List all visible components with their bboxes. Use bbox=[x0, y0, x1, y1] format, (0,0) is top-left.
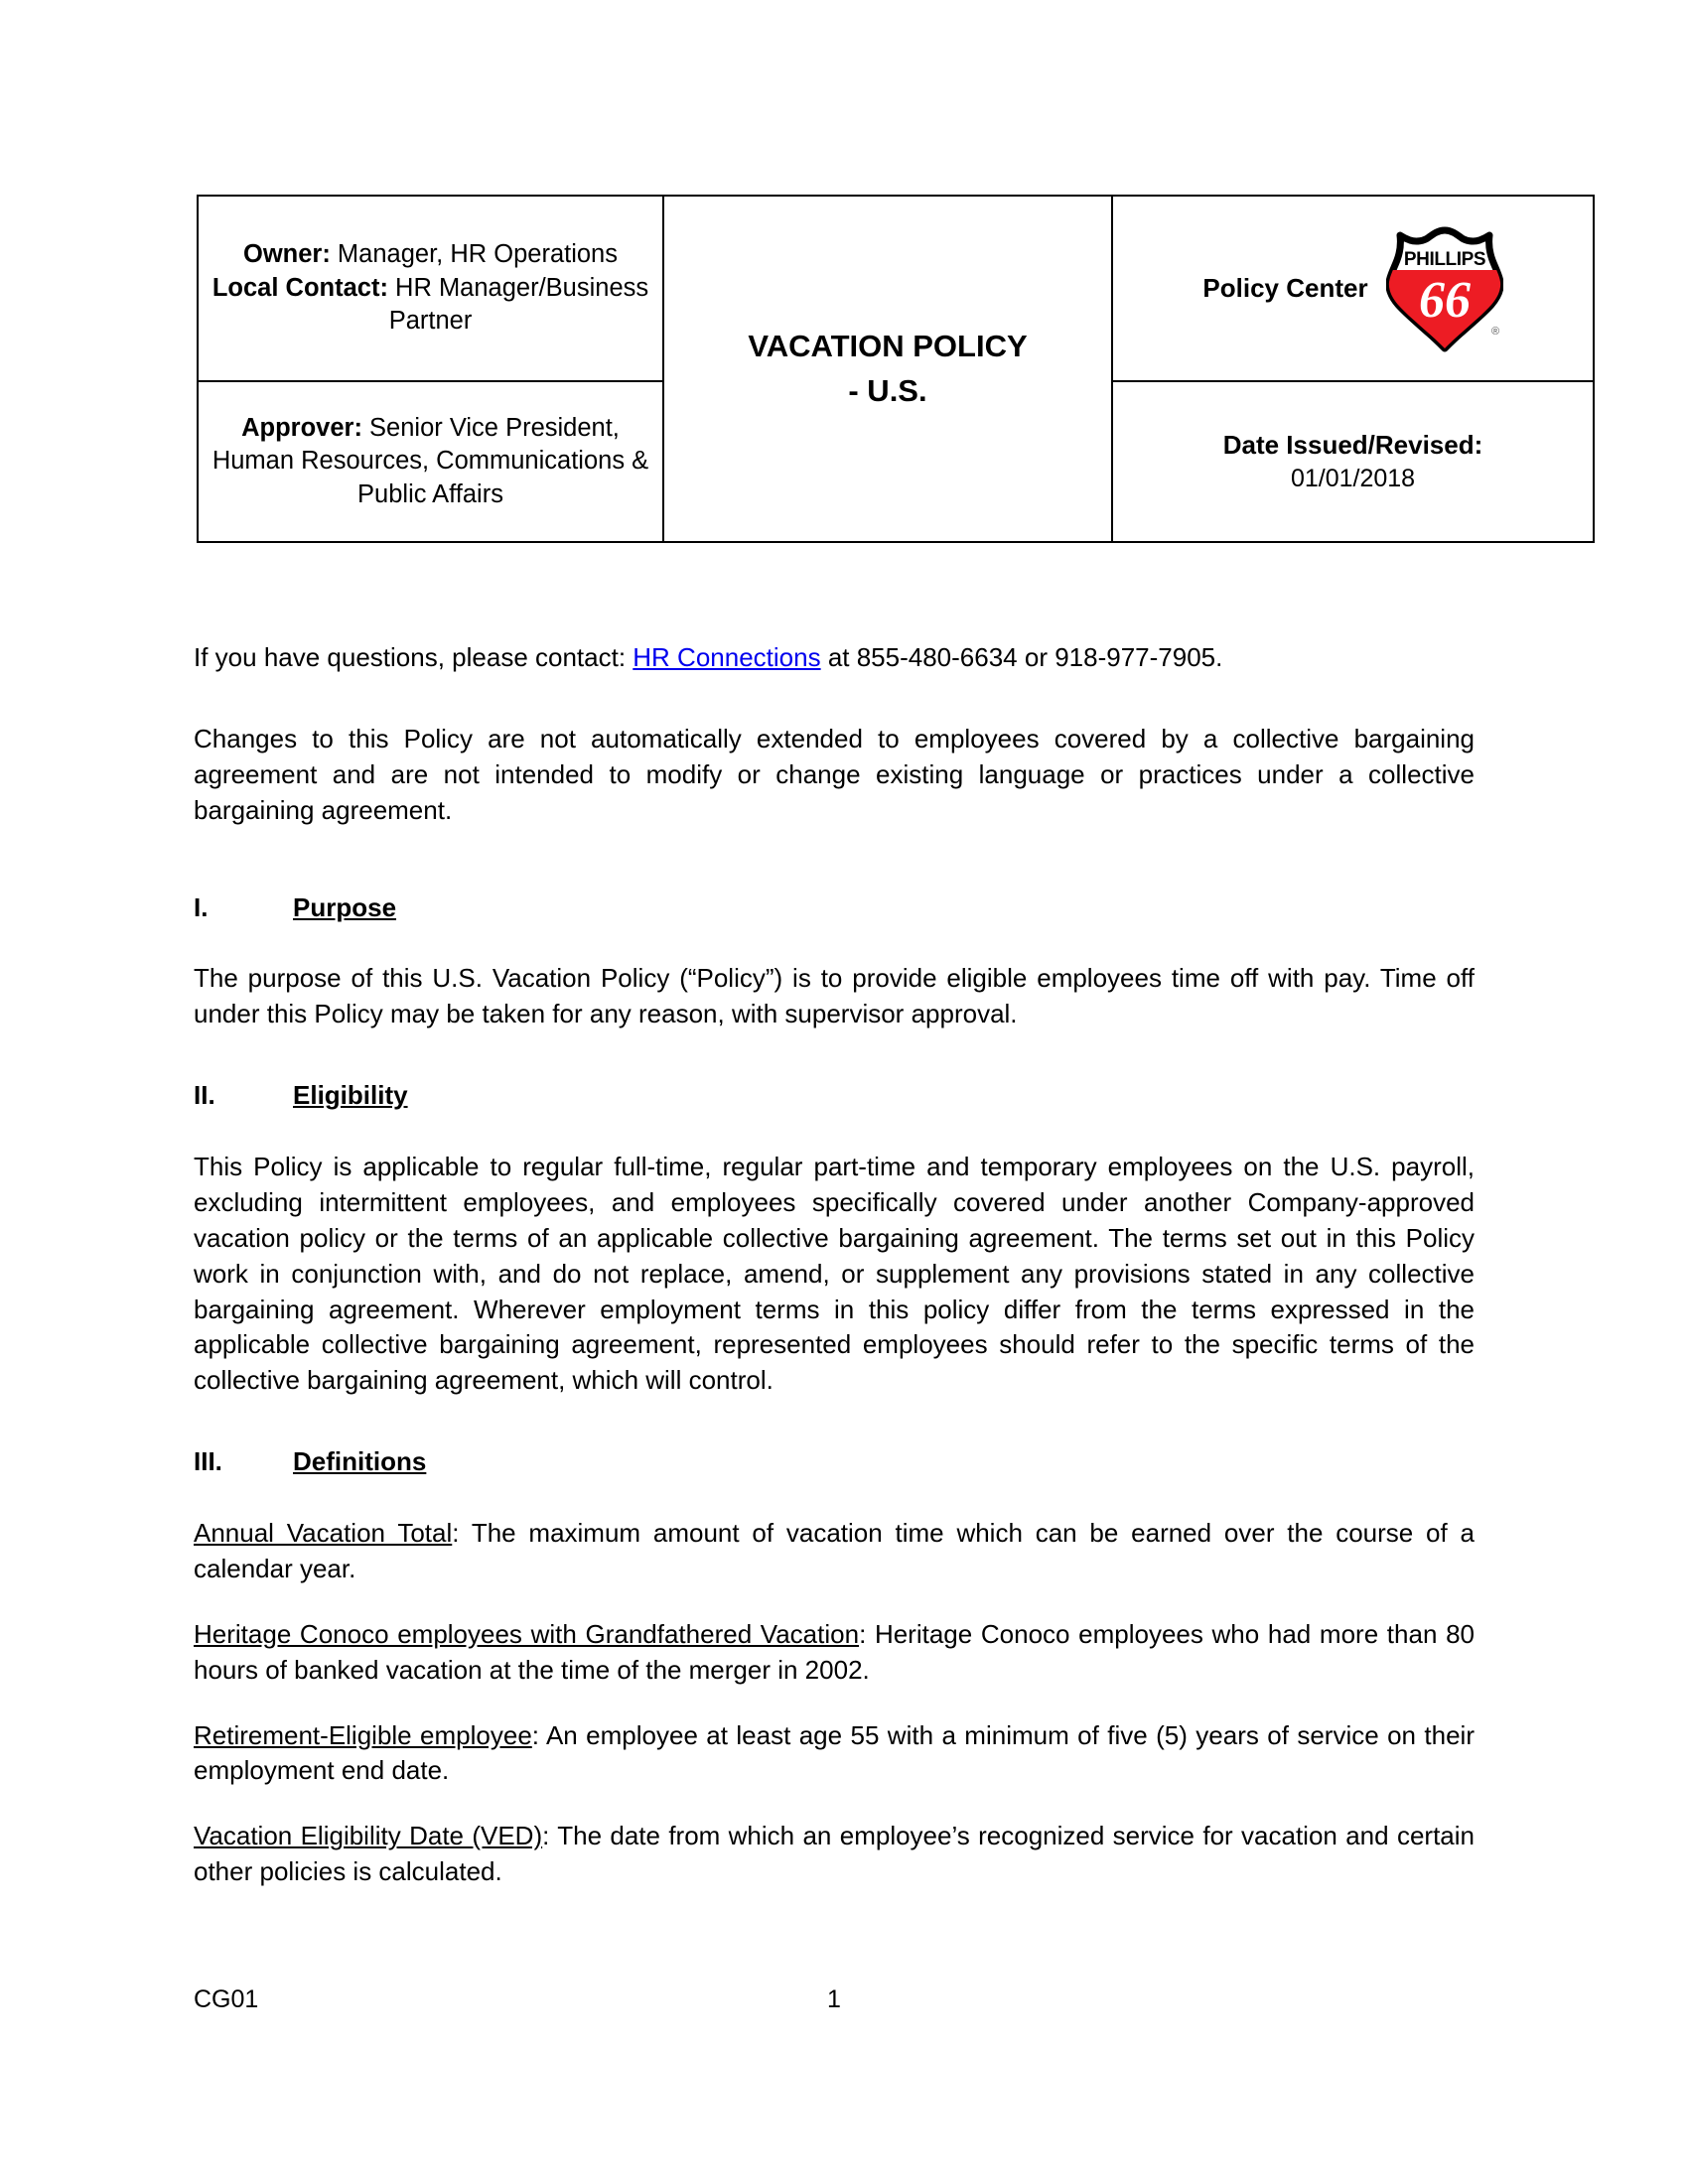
spacer bbox=[194, 1399, 1475, 1444]
section-number-2: II. bbox=[194, 1080, 215, 1111]
definition-term: Retirement-Eligible employee bbox=[194, 1719, 532, 1750]
spacer bbox=[194, 1689, 1475, 1718]
date-issued-label: Date Issued/Revised: bbox=[1222, 429, 1483, 460]
header-row-top bbox=[198, 196, 1594, 381]
section-title-eligibility: Eligibility bbox=[293, 1080, 408, 1111]
policy-title-line2: - U.S. bbox=[848, 372, 927, 408]
section-number-1: I. bbox=[194, 891, 209, 922]
local-contact-label: Local Contact: bbox=[211, 273, 388, 302]
contact-prefix-text: If you have questions, please contact: bbox=[194, 642, 633, 672]
definition-text: : The maximum amount of vacation time which can be earned over the course of a calendar year. bbox=[194, 1518, 1476, 1583]
contact-line bbox=[194, 640, 1475, 676]
definition-text: : An employee at least age 55 with a minimum of five (5) years of service on their employment end date. bbox=[194, 1719, 1475, 1786]
cba-paragraph: Changes to this Policy are not automatically extended to employees covered by a collective bargaining agreement and are not intended to modify or change existing language or practices under a collective bargaining agreement. bbox=[194, 723, 1475, 825]
spacer bbox=[194, 1587, 1475, 1617]
section-body-purpose: The purpose of this U.S. Vacation Policy (“Policy”) is to provide eligible employees time off with pay. Time off under this Policy may be taken for any reason, with supervisor approval. bbox=[194, 963, 1475, 1029]
footer-page-number: 1 bbox=[827, 1985, 841, 2013]
definition-term: Annual Vacation Total bbox=[194, 1518, 453, 1548]
definition-item bbox=[194, 1718, 1475, 1790]
definition-item bbox=[194, 1819, 1475, 1890]
date-issued-cell bbox=[1112, 381, 1594, 542]
spacer bbox=[194, 1114, 1475, 1150]
owner-contact-cell bbox=[198, 196, 663, 381]
owner-value: Manager, HR Operations bbox=[330, 240, 618, 269]
spacer bbox=[194, 1480, 1475, 1516]
phillips-66-logo-icon bbox=[1386, 225, 1503, 352]
section-number-3: III. bbox=[194, 1446, 222, 1477]
spacer bbox=[194, 925, 1475, 961]
spacer bbox=[194, 829, 1475, 890]
section-heading-eligibility bbox=[194, 1078, 1475, 1114]
policy-header-table bbox=[197, 195, 1595, 543]
policy-title-cell bbox=[663, 196, 1112, 542]
policy-title-line1: VACATION POLICY bbox=[748, 328, 1028, 363]
section-title-definitions: Definitions bbox=[293, 1446, 427, 1477]
owner-label: Owner: bbox=[243, 240, 331, 269]
svg-text:PHILLIPS: PHILLIPS bbox=[1403, 248, 1485, 270]
section-heading-purpose bbox=[194, 890, 1475, 926]
definition-text: : Heritage Conoco employees who had more than 80 hours of banked vacation at the time of the merger in 2002. bbox=[194, 1618, 1475, 1685]
section-heading-definitions bbox=[194, 1444, 1475, 1480]
approver-label: Approver: bbox=[241, 413, 362, 442]
definition-text: : The date from which an employee’s recognized service for vacation and certain other policies is calculated. bbox=[194, 1821, 1475, 1887]
definition-item bbox=[194, 1617, 1475, 1689]
section-title-purpose: Purpose bbox=[293, 891, 397, 922]
svg-text:66: 66 bbox=[1418, 271, 1471, 329]
spacer bbox=[194, 1789, 1475, 1819]
policy-center-label: Policy Center bbox=[1202, 273, 1368, 303]
contact-suffix-text: at 855-480-6634 or 918-977-7905. bbox=[820, 642, 1223, 672]
definition-term: Heritage Conoco employees with Grandfathered Vacation bbox=[194, 1618, 860, 1649]
document-body bbox=[194, 640, 1475, 1890]
local-contact-value: HR Manager/Business Partner bbox=[387, 273, 649, 336]
spacer bbox=[194, 676, 1475, 722]
definition-item bbox=[194, 1516, 1475, 1587]
svg-text:®: ® bbox=[1490, 325, 1499, 338]
approver-cell bbox=[198, 381, 663, 542]
policy-center-cell bbox=[1112, 196, 1594, 381]
hr-connections-link[interactable]: HR Connections bbox=[633, 642, 821, 672]
approver-value: Senior Vice President, Human Resources, Communications & Public Affairs bbox=[211, 413, 649, 508]
date-issued-value: 01/01/2018 bbox=[1290, 464, 1416, 492]
section-body-eligibility: This Policy is applicable to regular full-time, regular part-time and temporary employees on the U.S. payroll, excluding intermittent employees, and employees specifically covered under another Company-approved vacation policy or the terms of an applicable collective bargaining agreement. The terms set out in this Policy work in conjunction with, and do not replace, amend, or supplement any provisions stated in any collective bargaining agreement. Wherever employment terms in this policy differ from the terms expressed in the applicable collective bargaining agreement, represented employees should refer to the specific terms of the collective bargaining agreement, which will control. bbox=[194, 1152, 1475, 1396]
spacer bbox=[194, 1032, 1475, 1078]
footer-document-code: CG01 bbox=[194, 1985, 259, 2013]
definition-term: Vacation Eligibility Date (VED) bbox=[194, 1821, 543, 1851]
